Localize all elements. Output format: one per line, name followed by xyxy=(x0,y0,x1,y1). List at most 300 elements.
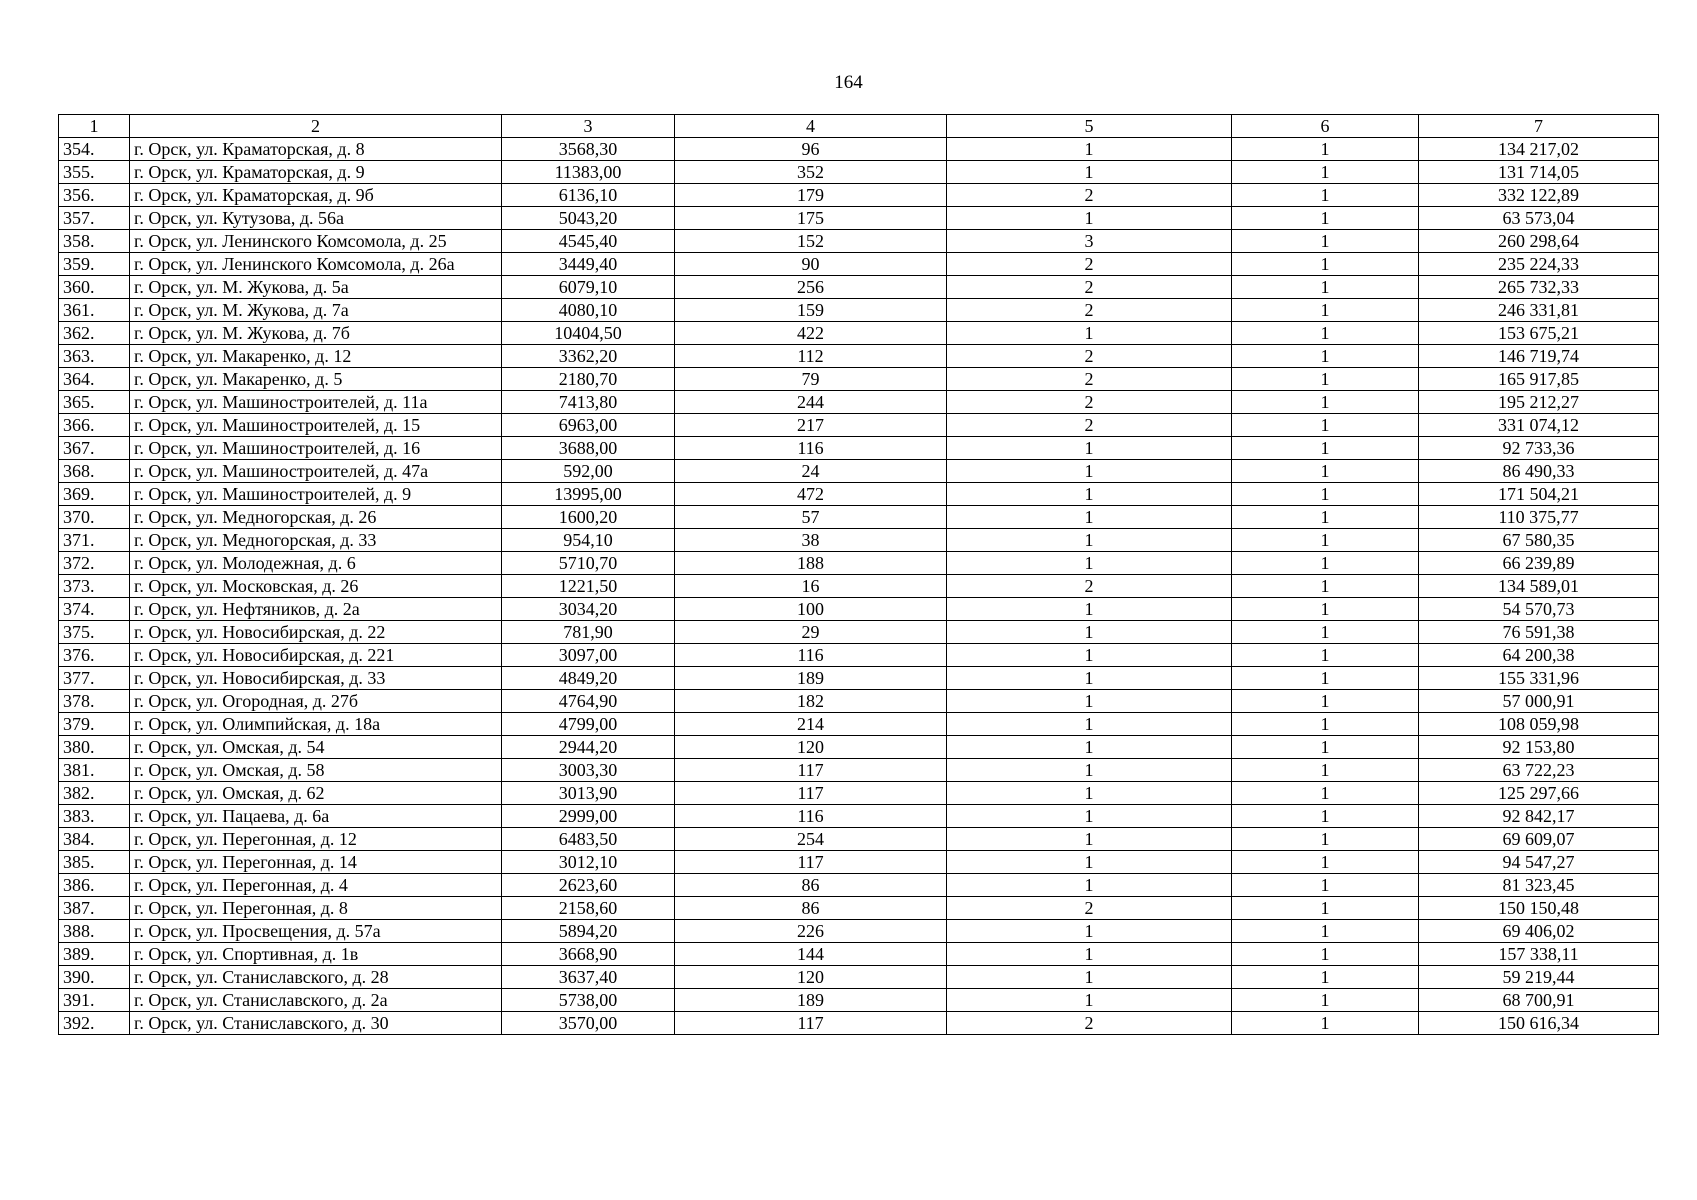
col4-cell: 182 xyxy=(675,690,947,713)
col4-cell: 29 xyxy=(675,621,947,644)
col7-cell: 235 224,33 xyxy=(1419,253,1659,276)
address-cell: г. Орск, ул. Нефтяников, д. 2а xyxy=(130,598,502,621)
col7-cell: 332 122,89 xyxy=(1419,184,1659,207)
table-row xyxy=(59,828,1659,851)
col6-cell: 1 xyxy=(1232,253,1419,276)
col3-cell: 4849,20 xyxy=(502,667,675,690)
col3-cell: 10404,50 xyxy=(502,322,675,345)
col4-cell: 175 xyxy=(675,207,947,230)
col3-cell: 5738,00 xyxy=(502,989,675,1012)
col6-cell: 1 xyxy=(1232,1012,1419,1035)
table-row xyxy=(59,851,1659,874)
col4-cell: 226 xyxy=(675,920,947,943)
address-cell: г. Орск, ул. Новосибирская, д. 22 xyxy=(130,621,502,644)
col6-cell: 1 xyxy=(1232,897,1419,920)
col6-cell: 1 xyxy=(1232,736,1419,759)
col4-cell: 159 xyxy=(675,299,947,322)
address-cell: г. Орск, ул. Кутузова, д. 56а xyxy=(130,207,502,230)
col7-cell: 265 732,33 xyxy=(1419,276,1659,299)
col3-cell: 5894,20 xyxy=(502,920,675,943)
col4-cell: 120 xyxy=(675,966,947,989)
address-cell: г. Орск, ул. Перегонная, д. 12 xyxy=(130,828,502,851)
col4-cell: 96 xyxy=(675,138,947,161)
col6-cell: 1 xyxy=(1232,460,1419,483)
row-number: 368. xyxy=(59,460,130,483)
col3-cell: 1600,20 xyxy=(502,506,675,529)
col4-cell: 117 xyxy=(675,759,947,782)
col3-cell: 6483,50 xyxy=(502,828,675,851)
col3-cell: 3034,20 xyxy=(502,598,675,621)
col6-cell: 1 xyxy=(1232,276,1419,299)
col3-cell: 3449,40 xyxy=(502,253,675,276)
col4-cell: 100 xyxy=(675,598,947,621)
address-cell: г. Орск, ул. Станиславского, д. 2а xyxy=(130,989,502,1012)
col3-cell: 2623,60 xyxy=(502,874,675,897)
col6-cell: 1 xyxy=(1232,437,1419,460)
col5-cell: 1 xyxy=(947,782,1232,805)
row-number: 385. xyxy=(59,851,130,874)
col6-cell: 1 xyxy=(1232,161,1419,184)
col6-cell: 1 xyxy=(1232,828,1419,851)
col4-cell: 188 xyxy=(675,552,947,575)
col7-cell: 110 375,77 xyxy=(1419,506,1659,529)
col7-cell: 155 331,96 xyxy=(1419,667,1659,690)
table-row xyxy=(59,598,1659,621)
col3-cell: 3570,00 xyxy=(502,1012,675,1035)
row-number: 366. xyxy=(59,414,130,437)
col5-cell: 1 xyxy=(947,874,1232,897)
col4-cell: 116 xyxy=(675,805,947,828)
row-number: 387. xyxy=(59,897,130,920)
col3-cell: 954,10 xyxy=(502,529,675,552)
col4-cell: 254 xyxy=(675,828,947,851)
table-row xyxy=(59,230,1659,253)
col4-cell: 57 xyxy=(675,506,947,529)
row-number: 377. xyxy=(59,667,130,690)
row-number: 382. xyxy=(59,782,130,805)
col7-cell: 165 917,85 xyxy=(1419,368,1659,391)
col7-cell: 153 675,21 xyxy=(1419,322,1659,345)
table-row xyxy=(59,483,1659,506)
table-row xyxy=(59,529,1659,552)
page-number: 164 xyxy=(834,72,863,93)
col6-cell: 1 xyxy=(1232,598,1419,621)
table-row xyxy=(59,943,1659,966)
col6-cell: 1 xyxy=(1232,552,1419,575)
col7-cell: 246 331,81 xyxy=(1419,299,1659,322)
col3-cell: 6079,10 xyxy=(502,276,675,299)
col6-cell: 1 xyxy=(1232,322,1419,345)
col4-cell: 144 xyxy=(675,943,947,966)
col3-cell: 13995,00 xyxy=(502,483,675,506)
col7-cell: 146 719,74 xyxy=(1419,345,1659,368)
table-row xyxy=(59,690,1659,713)
address-cell: г. Орск, ул. Перегонная, д. 8 xyxy=(130,897,502,920)
col5-cell: 1 xyxy=(947,943,1232,966)
address-cell: г. Орск, ул. Молодежная, д. 6 xyxy=(130,552,502,575)
col4-cell: 16 xyxy=(675,575,947,598)
col6-cell: 1 xyxy=(1232,184,1419,207)
col6-cell: 1 xyxy=(1232,207,1419,230)
table-row xyxy=(59,345,1659,368)
col3-cell: 1221,50 xyxy=(502,575,675,598)
col5-cell: 1 xyxy=(947,989,1232,1012)
address-cell: г. Орск, ул. Машиностроителей, д. 9 xyxy=(130,483,502,506)
col6-cell: 1 xyxy=(1232,138,1419,161)
col5-cell: 3 xyxy=(947,230,1232,253)
table-header xyxy=(59,115,1659,138)
row-number: 356. xyxy=(59,184,130,207)
table-row xyxy=(59,437,1659,460)
col5-cell: 1 xyxy=(947,828,1232,851)
col4-cell: 117 xyxy=(675,782,947,805)
col4-cell: 217 xyxy=(675,414,947,437)
col6-cell: 1 xyxy=(1232,920,1419,943)
col7-cell: 125 297,66 xyxy=(1419,782,1659,805)
row-number: 361. xyxy=(59,299,130,322)
address-cell: г. Орск, ул. Ленинского Комсомола, д. 25 xyxy=(130,230,502,253)
address-cell: г. Орск, ул. Ленинского Комсомола, д. 26а xyxy=(130,253,502,276)
address-cell: г. Орск, ул. Машиностроителей, д. 15 xyxy=(130,414,502,437)
column-header: 3 xyxy=(502,115,675,138)
col3-cell: 6136,10 xyxy=(502,184,675,207)
col4-cell: 117 xyxy=(675,851,947,874)
col5-cell: 1 xyxy=(947,713,1232,736)
address-cell: г. Орск, ул. Омская, д. 54 xyxy=(130,736,502,759)
col4-cell: 472 xyxy=(675,483,947,506)
table-row xyxy=(59,506,1659,529)
col6-cell: 1 xyxy=(1232,345,1419,368)
table-row xyxy=(59,161,1659,184)
column-header: 4 xyxy=(675,115,947,138)
col4-cell: 120 xyxy=(675,736,947,759)
address-cell: г. Орск, ул. Станиславского, д. 28 xyxy=(130,966,502,989)
col3-cell: 3668,90 xyxy=(502,943,675,966)
address-cell: г. Орск, ул. Перегонная, д. 4 xyxy=(130,874,502,897)
row-number: 380. xyxy=(59,736,130,759)
table-row xyxy=(59,874,1659,897)
col3-cell: 2999,00 xyxy=(502,805,675,828)
table-row xyxy=(59,575,1659,598)
col4-cell: 86 xyxy=(675,874,947,897)
address-cell: г. Орск, ул. Машиностроителей, д. 16 xyxy=(130,437,502,460)
table-row xyxy=(59,322,1659,345)
col4-cell: 38 xyxy=(675,529,947,552)
table-row xyxy=(59,184,1659,207)
address-cell: г. Орск, ул. Машиностроителей, д. 47а xyxy=(130,460,502,483)
col4-cell: 189 xyxy=(675,667,947,690)
col7-cell: 92 842,17 xyxy=(1419,805,1659,828)
row-number: 381. xyxy=(59,759,130,782)
col7-cell: 54 570,73 xyxy=(1419,598,1659,621)
col4-cell: 116 xyxy=(675,437,947,460)
address-cell: г. Орск, ул. М. Жукова, д. 7б xyxy=(130,322,502,345)
col5-cell: 1 xyxy=(947,920,1232,943)
row-number: 371. xyxy=(59,529,130,552)
address-cell: г. Орск, ул. Огородная, д. 27б xyxy=(130,690,502,713)
col3-cell: 4764,90 xyxy=(502,690,675,713)
address-cell: г. Орск, ул. Машиностроителей, д. 11а xyxy=(130,391,502,414)
col6-cell: 1 xyxy=(1232,575,1419,598)
row-number: 384. xyxy=(59,828,130,851)
col6-cell: 1 xyxy=(1232,391,1419,414)
col3-cell: 3003,30 xyxy=(502,759,675,782)
table-row xyxy=(59,644,1659,667)
col5-cell: 1 xyxy=(947,598,1232,621)
col6-cell: 1 xyxy=(1232,299,1419,322)
table-row xyxy=(59,759,1659,782)
address-cell: г. Орск, ул. Пацаева, д. 6а xyxy=(130,805,502,828)
col7-cell: 131 714,05 xyxy=(1419,161,1659,184)
col4-cell: 244 xyxy=(675,391,947,414)
col6-cell: 1 xyxy=(1232,230,1419,253)
address-cell: г. Орск, ул. Краматорская, д. 9б xyxy=(130,184,502,207)
column-header: 6 xyxy=(1232,115,1419,138)
address-cell: г. Орск, ул. М. Жукова, д. 7а xyxy=(130,299,502,322)
address-cell: г. Орск, ул. Просвещения, д. 57а xyxy=(130,920,502,943)
col7-cell: 134 217,02 xyxy=(1419,138,1659,161)
col7-cell: 86 490,33 xyxy=(1419,460,1659,483)
col5-cell: 1 xyxy=(947,207,1232,230)
col5-cell: 2 xyxy=(947,345,1232,368)
col5-cell: 1 xyxy=(947,966,1232,989)
col7-cell: 331 074,12 xyxy=(1419,414,1659,437)
col4-cell: 179 xyxy=(675,184,947,207)
row-number: 372. xyxy=(59,552,130,575)
table-row xyxy=(59,713,1659,736)
col7-cell: 69 609,07 xyxy=(1419,828,1659,851)
address-cell: г. Орск, ул. Московская, д. 26 xyxy=(130,575,502,598)
row-number: 392. xyxy=(59,1012,130,1035)
col6-cell: 1 xyxy=(1232,483,1419,506)
row-number: 363. xyxy=(59,345,130,368)
col5-cell: 1 xyxy=(947,437,1232,460)
col5-cell: 2 xyxy=(947,414,1232,437)
col3-cell: 4545,40 xyxy=(502,230,675,253)
col7-cell: 134 589,01 xyxy=(1419,575,1659,598)
col7-cell: 76 591,38 xyxy=(1419,621,1659,644)
row-number: 383. xyxy=(59,805,130,828)
col5-cell: 2 xyxy=(947,391,1232,414)
table-row xyxy=(59,1012,1659,1035)
col5-cell: 1 xyxy=(947,805,1232,828)
col3-cell: 3362,20 xyxy=(502,345,675,368)
table-row xyxy=(59,460,1659,483)
address-cell: г. Орск, ул. Омская, д. 58 xyxy=(130,759,502,782)
col7-cell: 150 616,34 xyxy=(1419,1012,1659,1035)
col6-cell: 1 xyxy=(1232,805,1419,828)
row-number: 354. xyxy=(59,138,130,161)
row-number: 358. xyxy=(59,230,130,253)
table-body xyxy=(59,138,1659,1035)
col7-cell: 260 298,64 xyxy=(1419,230,1659,253)
row-number: 391. xyxy=(59,989,130,1012)
col5-cell: 1 xyxy=(947,529,1232,552)
table-row xyxy=(59,966,1659,989)
col7-cell: 57 000,91 xyxy=(1419,690,1659,713)
col7-cell: 63 573,04 xyxy=(1419,207,1659,230)
col6-cell: 1 xyxy=(1232,667,1419,690)
table-row xyxy=(59,276,1659,299)
col7-cell: 157 338,11 xyxy=(1419,943,1659,966)
col4-cell: 352 xyxy=(675,161,947,184)
col6-cell: 1 xyxy=(1232,621,1419,644)
col4-cell: 24 xyxy=(675,460,947,483)
table-row xyxy=(59,736,1659,759)
col6-cell: 1 xyxy=(1232,989,1419,1012)
col5-cell: 1 xyxy=(947,552,1232,575)
col3-cell: 2158,60 xyxy=(502,897,675,920)
row-number: 386. xyxy=(59,874,130,897)
col4-cell: 256 xyxy=(675,276,947,299)
table-row xyxy=(59,782,1659,805)
col3-cell: 11383,00 xyxy=(502,161,675,184)
column-numbers-row xyxy=(59,115,1659,138)
col5-cell: 1 xyxy=(947,667,1232,690)
row-number: 389. xyxy=(59,943,130,966)
col5-cell: 2 xyxy=(947,299,1232,322)
col7-cell: 68 700,91 xyxy=(1419,989,1659,1012)
address-cell: г. Орск, ул. Краматорская, д. 8 xyxy=(130,138,502,161)
table-row xyxy=(59,989,1659,1012)
address-cell: г. Орск, ул. Спортивная, д. 1в xyxy=(130,943,502,966)
table-row xyxy=(59,299,1659,322)
row-number: 369. xyxy=(59,483,130,506)
row-number: 375. xyxy=(59,621,130,644)
col7-cell: 195 212,27 xyxy=(1419,391,1659,414)
col3-cell: 6963,00 xyxy=(502,414,675,437)
col3-cell: 3568,30 xyxy=(502,138,675,161)
row-number: 357. xyxy=(59,207,130,230)
row-number: 379. xyxy=(59,713,130,736)
col7-cell: 64 200,38 xyxy=(1419,644,1659,667)
col3-cell: 5710,70 xyxy=(502,552,675,575)
col6-cell: 1 xyxy=(1232,529,1419,552)
col6-cell: 1 xyxy=(1232,713,1419,736)
table-row xyxy=(59,552,1659,575)
col4-cell: 79 xyxy=(675,368,947,391)
table-row xyxy=(59,414,1659,437)
col6-cell: 1 xyxy=(1232,851,1419,874)
row-number: 374. xyxy=(59,598,130,621)
col5-cell: 1 xyxy=(947,759,1232,782)
table-row xyxy=(59,667,1659,690)
address-cell: г. Орск, ул. Станиславского, д. 30 xyxy=(130,1012,502,1035)
address-cell: г. Орск, ул. Новосибирская, д. 33 xyxy=(130,667,502,690)
col5-cell: 1 xyxy=(947,851,1232,874)
col7-cell: 59 219,44 xyxy=(1419,966,1659,989)
address-cell: г. Орск, ул. Новосибирская, д. 221 xyxy=(130,644,502,667)
col3-cell: 3688,00 xyxy=(502,437,675,460)
address-cell: г. Орск, ул. Макаренко, д. 12 xyxy=(130,345,502,368)
col5-cell: 1 xyxy=(947,690,1232,713)
col5-cell: 2 xyxy=(947,253,1232,276)
col5-cell: 1 xyxy=(947,621,1232,644)
col7-cell: 92 733,36 xyxy=(1419,437,1659,460)
col4-cell: 90 xyxy=(675,253,947,276)
col5-cell: 2 xyxy=(947,1012,1232,1035)
col6-cell: 1 xyxy=(1232,966,1419,989)
column-header: 5 xyxy=(947,115,1232,138)
col3-cell: 4080,10 xyxy=(502,299,675,322)
row-number: 355. xyxy=(59,161,130,184)
table-row xyxy=(59,621,1659,644)
row-number: 378. xyxy=(59,690,130,713)
row-number: 370. xyxy=(59,506,130,529)
col7-cell: 69 406,02 xyxy=(1419,920,1659,943)
col5-cell: 1 xyxy=(947,460,1232,483)
col7-cell: 66 239,89 xyxy=(1419,552,1659,575)
col3-cell: 7413,80 xyxy=(502,391,675,414)
col5-cell: 1 xyxy=(947,161,1232,184)
table-row xyxy=(59,391,1659,414)
col6-cell: 1 xyxy=(1232,368,1419,391)
col5-cell: 2 xyxy=(947,368,1232,391)
row-number: 364. xyxy=(59,368,130,391)
col7-cell: 171 504,21 xyxy=(1419,483,1659,506)
col6-cell: 1 xyxy=(1232,644,1419,667)
table-row xyxy=(59,253,1659,276)
address-cell: г. Орск, ул. Краматорская, д. 9 xyxy=(130,161,502,184)
col3-cell: 3013,90 xyxy=(502,782,675,805)
address-cell: г. Орск, ул. М. Жукова, д. 5а xyxy=(130,276,502,299)
col6-cell: 1 xyxy=(1232,690,1419,713)
col7-cell: 81 323,45 xyxy=(1419,874,1659,897)
row-number: 376. xyxy=(59,644,130,667)
col5-cell: 2 xyxy=(947,897,1232,920)
table-row xyxy=(59,207,1659,230)
table-row xyxy=(59,805,1659,828)
address-cell: г. Орск, ул. Перегонная, д. 14 xyxy=(130,851,502,874)
col5-cell: 1 xyxy=(947,506,1232,529)
row-number: 373. xyxy=(59,575,130,598)
table-row xyxy=(59,897,1659,920)
address-cell: г. Орск, ул. Олимпийская, д. 18а xyxy=(130,713,502,736)
col7-cell: 92 153,80 xyxy=(1419,736,1659,759)
col3-cell: 3012,10 xyxy=(502,851,675,874)
col6-cell: 1 xyxy=(1232,782,1419,805)
col5-cell: 1 xyxy=(947,483,1232,506)
col4-cell: 152 xyxy=(675,230,947,253)
row-number: 362. xyxy=(59,322,130,345)
col4-cell: 116 xyxy=(675,644,947,667)
col3-cell: 781,90 xyxy=(502,621,675,644)
col3-cell: 592,00 xyxy=(502,460,675,483)
column-header: 2 xyxy=(130,115,502,138)
col7-cell: 108 059,98 xyxy=(1419,713,1659,736)
col7-cell: 67 580,35 xyxy=(1419,529,1659,552)
col5-cell: 1 xyxy=(947,736,1232,759)
col7-cell: 63 722,23 xyxy=(1419,759,1659,782)
address-cell: г. Орск, ул. Медногорская, д. 33 xyxy=(130,529,502,552)
col6-cell: 1 xyxy=(1232,943,1419,966)
col3-cell: 2180,70 xyxy=(502,368,675,391)
row-number: 390. xyxy=(59,966,130,989)
table-row xyxy=(59,138,1659,161)
col5-cell: 2 xyxy=(947,184,1232,207)
col4-cell: 112 xyxy=(675,345,947,368)
col5-cell: 1 xyxy=(947,322,1232,345)
col6-cell: 1 xyxy=(1232,414,1419,437)
address-cell: г. Орск, ул. Медногорская, д. 26 xyxy=(130,506,502,529)
col4-cell: 117 xyxy=(675,1012,947,1035)
column-header: 1 xyxy=(59,115,130,138)
col4-cell: 86 xyxy=(675,897,947,920)
col3-cell: 5043,20 xyxy=(502,207,675,230)
row-number: 367. xyxy=(59,437,130,460)
col5-cell: 2 xyxy=(947,276,1232,299)
row-number: 359. xyxy=(59,253,130,276)
